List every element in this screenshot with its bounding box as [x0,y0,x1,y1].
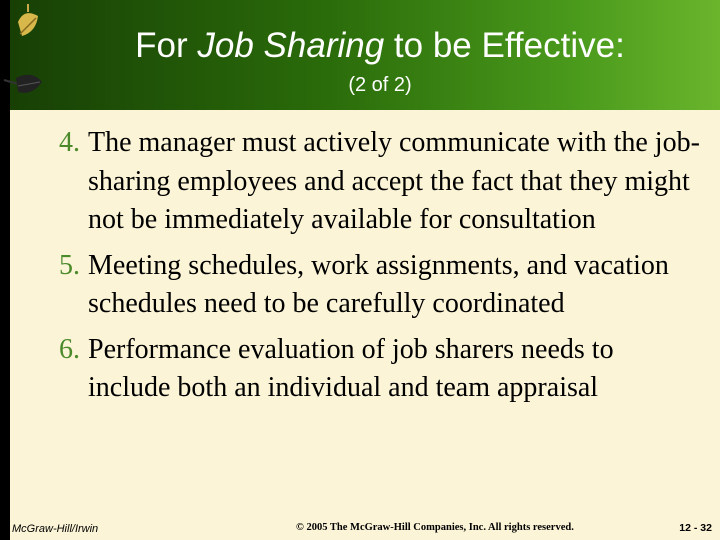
page-number: 12 - 32 [679,522,712,534]
item-text: Performance evaluation of job sharers needs to include both an individual and team appraisal [88,333,614,403]
item-text: Meeting schedules, work assignments, and vacation schedules need to be carefully coordinated [88,249,669,319]
title-suffix: to be Effective: [384,26,625,65]
list-item [12,124,702,240]
title-emphasis: Job Sharing [197,26,385,65]
item-text: The manager must actively communicate with the job-sharing employees and accept the fact that they might not be immediately available for consultation [88,127,700,235]
list-item [12,247,702,324]
publisher-label: McGraw-Hill/Irwin [12,523,99,535]
slide-title [60,24,700,68]
slide-subtitle: (2 of 2) [348,74,412,96]
title-prefix: For [135,26,198,65]
item-number: 5. [59,249,80,281]
bullet-list [12,124,702,415]
copyright-notice: © 2005 The McGraw-Hill Companies, Inc. All rights reserved. [296,522,574,533]
leaf-icon [14,2,44,44]
item-number: 6. [59,333,80,365]
list-item [12,331,702,408]
item-number: 4. [59,127,80,158]
leaf-icon [2,70,46,100]
